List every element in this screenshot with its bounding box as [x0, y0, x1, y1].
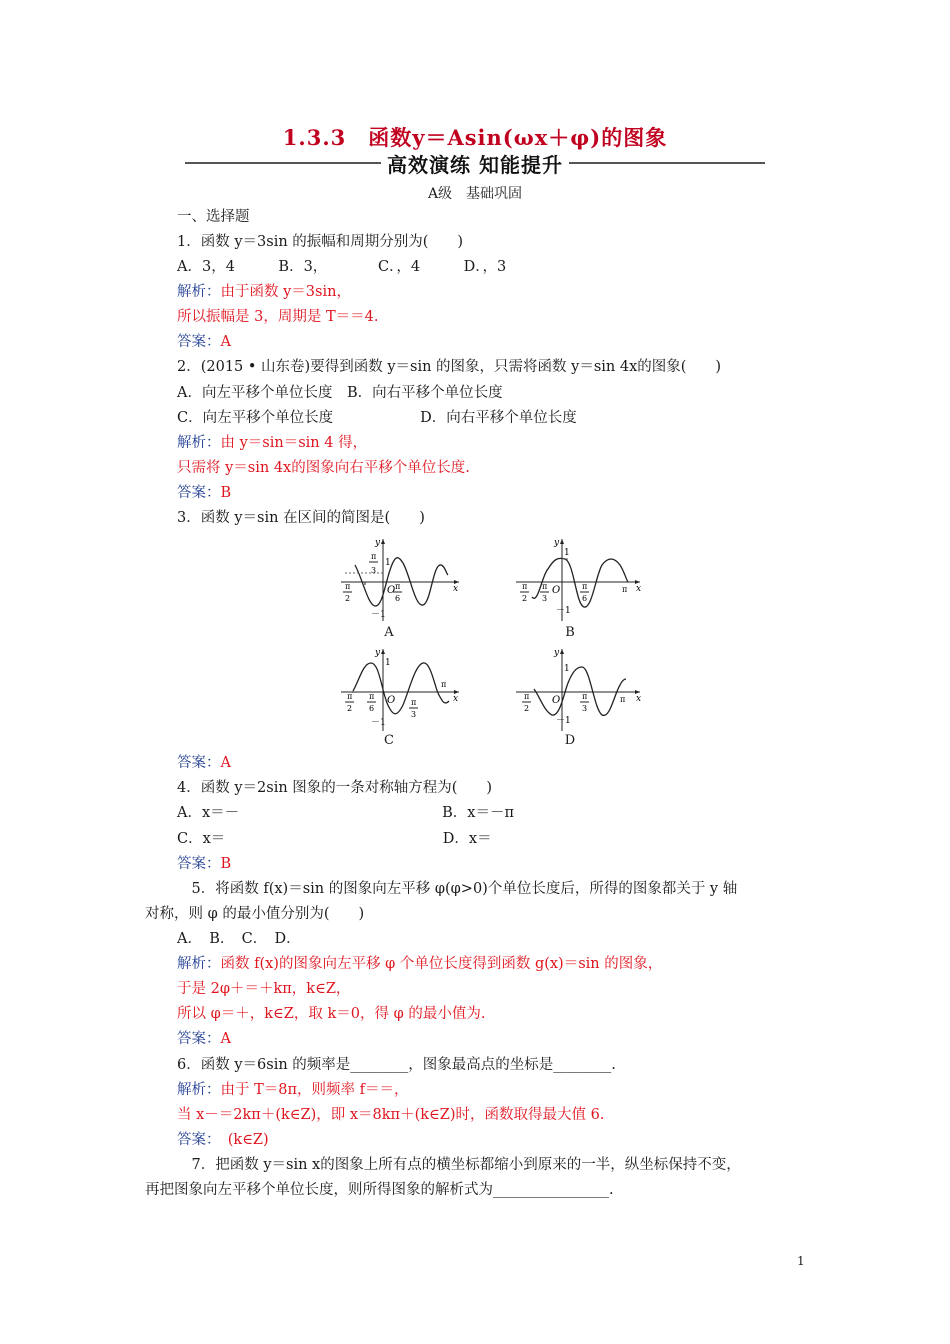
figure-label: A [384, 625, 394, 640]
q2-analysis-2: 只需将 y＝sin 4x的图象向右平移个单位长度. [177, 460, 470, 476]
q5-stem-1: 5．将函数 f(x)＝sin 的图象向左平移 φ(φ>0)个单位长度后，所得的图象都关于 y 轴 [177, 881, 738, 897]
y-tick-label: 1 [385, 658, 391, 668]
y-tick-label: －1 [371, 610, 386, 620]
q2-analysis-text-1: 由 y＝sin＝sin 4 得， [220, 435, 368, 451]
q6-answer [177, 1131, 269, 1149]
tick-label: 2 [347, 704, 353, 713]
q4-answer [177, 855, 231, 873]
y-tick-label: －1 [556, 716, 571, 726]
analysis-label: 解析： [177, 284, 221, 300]
tick-label: π [345, 582, 351, 591]
banner-text: 高效演练 知能提升 [387, 152, 563, 177]
answer-value: A [220, 334, 231, 350]
figure-d [510, 645, 645, 748]
page-title: 1.3.3 函数y＝Asin(ωx＋φ)的图象 [282, 125, 668, 150]
q6-analysis-1 [177, 1081, 409, 1099]
section-banner [185, 150, 765, 176]
figure-b [510, 535, 645, 640]
tick-label: π [620, 695, 626, 704]
q4-stem: 4．函数 y＝2sin 图象的一条对称轴方程为( ) [177, 780, 493, 796]
answer-label: 答案： [177, 755, 221, 771]
x-axis-label: x [636, 584, 642, 594]
figure-a-graph [335, 535, 465, 623]
q1-analysis-1 [177, 283, 351, 301]
x-axis-label: x [453, 694, 459, 704]
analysis-label: 解析： [177, 435, 221, 451]
q4-option-1: A．x＝－ B．x＝－π [177, 805, 515, 821]
figure-a [335, 535, 465, 640]
origin-label: O [387, 695, 396, 706]
tick-label: 6 [369, 704, 375, 713]
tick-label: 2 [524, 704, 530, 713]
q4-option-2: C．x＝ D．x＝ [177, 831, 492, 847]
y-tick-label: 1 [564, 548, 570, 558]
y-axis-label: y [554, 648, 560, 658]
answer-value: (k∈Z) [213, 1132, 269, 1148]
answer-value: B [220, 485, 232, 501]
banner-rule-left [185, 162, 381, 164]
origin-label: O [552, 695, 561, 706]
origin-label: O [387, 585, 396, 596]
answer-label: 答案： [177, 1132, 214, 1148]
figure-label: B [565, 625, 575, 640]
tick-label: π [441, 680, 447, 689]
y-axis-label: y [375, 648, 381, 658]
q5-options: A． B． C． D． [177, 931, 301, 947]
q6-analysis-2: 当 x－＝2kπ＋(k∈Z)，即 x＝8kπ＋(k∈Z)时，函数取得最大值 6. [177, 1107, 605, 1123]
tick-label: π [622, 585, 628, 594]
answer-label: 答案： [177, 1031, 221, 1047]
q1-analysis-text-1: 由于函数 y＝3sin， [220, 284, 351, 300]
figure-b-graph [510, 535, 645, 623]
tick-label: π [522, 582, 528, 591]
tick-label: 3 [582, 704, 588, 713]
answer-label: 答案： [177, 856, 221, 872]
y-tick-label: 1 [385, 558, 391, 568]
page-number: 1 [797, 1254, 805, 1268]
tick-label: π [395, 582, 401, 591]
y-tick-label: 1 [564, 664, 570, 674]
tick-label: 3 [371, 566, 377, 575]
tick-label: 3 [542, 594, 548, 603]
q6-stem: 6．函数 y＝6sin 的频率是________，图象最高点的坐标是________. [177, 1057, 616, 1073]
q5-analysis-text-1: 函数 f(x)的图象向左平移 φ 个单位长度得到函数 g(x)＝sin 的图象， [220, 956, 663, 972]
tick-label: π [524, 692, 530, 701]
figure-d-graph [510, 645, 645, 733]
tick-label: π [369, 692, 375, 701]
y-axis-label: y [375, 538, 381, 548]
tick-label: π [582, 692, 588, 701]
y-tick-label: －1 [556, 606, 571, 616]
q5-analysis-1 [177, 955, 662, 973]
q2-option-2: C．向左平移个单位长度 D．向右平移个单位长度 [177, 410, 577, 426]
q2-stem: 2．(2015 • 山东卷)要得到函数 y＝sin 的图象，只需将函数 y＝sin 4x的图象( ) [177, 359, 722, 375]
q6-analysis-text-1: 由于 T＝8π，则频率 f＝＝， [220, 1082, 409, 1098]
x-axis-label: x [636, 694, 642, 704]
q1-analysis-2: 所以振幅是 3，周期是 T＝＝4. [177, 309, 379, 325]
tick-label: 2 [522, 594, 528, 603]
y-axis-label: y [554, 538, 560, 548]
q7-stem-1: 7．把函数 y＝sin x的图象上所有点的横坐标都缩小到原来的一半，纵坐标保持不变， [177, 1157, 741, 1173]
tick-label: π [582, 582, 588, 591]
answer-label: 答案： [177, 485, 221, 501]
tick-label: 3 [411, 710, 417, 719]
origin-label: O [552, 585, 561, 596]
q5-analysis-2: 于是 2φ＋＝＋kπ，k∈Z， [177, 981, 351, 997]
level-heading: A级 基础巩固 [427, 186, 523, 202]
q7-stem-2: 再把图象向左平移个单位长度，则所得图象的解析式为________________. [145, 1182, 614, 1198]
q5-answer [177, 1030, 231, 1048]
q1-options: A．3，4 B．3， C．，4 D．，3 [177, 259, 507, 275]
q5-stem-2: 对称，则 φ 的最小值分别为( ) [145, 906, 365, 922]
q3-answer [177, 754, 231, 772]
q2-option-1: A．向左平移个单位长度 B．向右平移个单位长度 [177, 385, 503, 401]
tick-label: π [542, 582, 548, 591]
tick-label: 2 [345, 594, 351, 603]
q5-analysis-3: 所以 φ＝＋，k∈Z，取 k＝0，得 φ 的最小值为. [177, 1006, 486, 1022]
answer-value: A [220, 1031, 231, 1047]
figure-c [335, 645, 465, 748]
answer-label: 答案： [177, 334, 221, 350]
analysis-label: 解析： [177, 956, 221, 972]
q2-analysis-1 [177, 434, 367, 452]
x-axis-label: x [453, 584, 459, 594]
figure-label: C [384, 733, 394, 748]
tick-label: π [371, 552, 377, 561]
figure-c-graph [335, 645, 465, 733]
analysis-label: 解析： [177, 1082, 221, 1098]
q1-stem: 1．函数 y＝3sin 的振幅和周期分别为( ) [177, 234, 464, 250]
tick-label: 6 [582, 594, 588, 603]
y-tick-label: －1 [371, 718, 386, 728]
section-heading: 一、选择题 [177, 209, 250, 225]
answer-value: A [220, 755, 231, 771]
tick-label: 6 [395, 594, 401, 603]
banner-rule-right [569, 162, 765, 164]
tick-label: π [411, 698, 417, 707]
q2-answer [177, 484, 231, 502]
answer-value: B [220, 856, 232, 872]
figure-label: D [564, 733, 576, 748]
tick-label: π [347, 692, 353, 701]
q1-answer [177, 333, 231, 351]
q3-stem: 3．函数 y＝sin 在区间的简图是( ) [177, 510, 425, 526]
